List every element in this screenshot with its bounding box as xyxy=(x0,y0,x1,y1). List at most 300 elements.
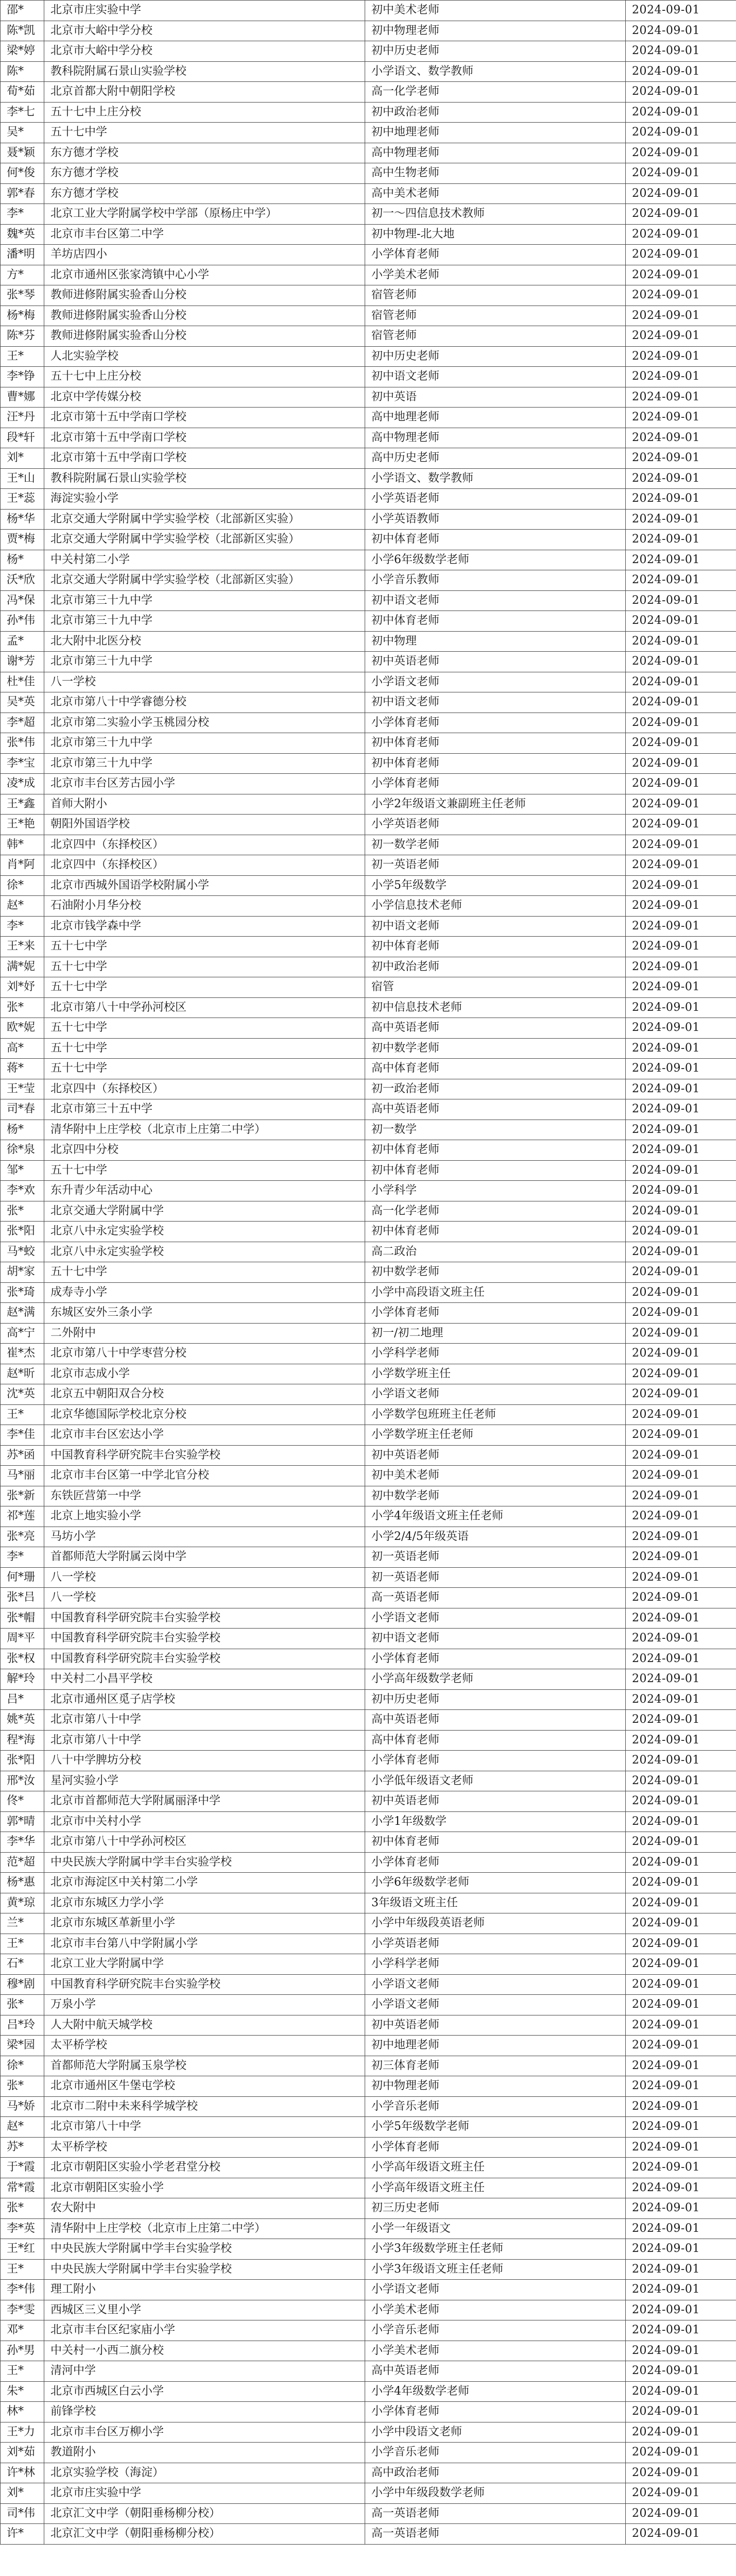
cell-date: 2024-09-01 xyxy=(626,1140,736,1161)
cell-date: 2024-09-01 xyxy=(626,2503,736,2524)
cell-school: 北京市第十五中学南口学校 xyxy=(44,448,365,469)
cell-school: 清华附中上庄学校（北京市上庄第二中学） xyxy=(44,1120,365,1140)
cell-position: 初三历史老师 xyxy=(365,2198,626,2219)
table-row xyxy=(1,489,736,510)
cell-date: 2024-09-01 xyxy=(626,1751,736,1771)
table-row xyxy=(1,1018,736,1039)
table-row xyxy=(1,815,736,835)
cell-name: 李*欢 xyxy=(1,1181,44,1201)
cell-position: 小学语文老师 xyxy=(365,1995,626,2015)
table-row xyxy=(1,1567,736,1588)
cell-date: 2024-09-01 xyxy=(626,82,736,103)
cell-name: 李*超 xyxy=(1,713,44,733)
table-row xyxy=(1,611,736,632)
cell-school: 五十七中学 xyxy=(44,1038,365,1059)
cell-position: 高中政治老师 xyxy=(365,2463,626,2483)
cell-date: 2024-09-01 xyxy=(626,2076,736,2097)
cell-name: 欧*妮 xyxy=(1,1018,44,1039)
cell-name: 张*帽 xyxy=(1,1608,44,1629)
cell-name: 苏*函 xyxy=(1,1445,44,1466)
cell-name: 李*铮 xyxy=(1,367,44,387)
cell-position: 小学5年级数学 xyxy=(365,875,626,896)
cell-school: 中关村第二小学 xyxy=(44,550,365,570)
cell-date: 2024-09-01 xyxy=(626,1669,736,1690)
cell-name: 马*丽 xyxy=(1,1466,44,1486)
cell-date: 2024-09-01 xyxy=(626,2096,736,2117)
cell-position: 小学语文、数学教师 xyxy=(365,61,626,82)
cell-school: 东方德才学校 xyxy=(44,163,365,184)
cell-position: 高一英语老师 xyxy=(365,1588,626,1608)
cell-position: 初中英语老师 xyxy=(365,1445,626,1466)
cell-date: 2024-09-01 xyxy=(626,265,736,285)
cell-position: 初一/初二地理 xyxy=(365,1323,626,1344)
table-row xyxy=(1,2320,736,2341)
cell-name: 孟* xyxy=(1,631,44,652)
cell-date: 2024-09-01 xyxy=(626,408,736,428)
cell-position: 初一英语老师 xyxy=(365,855,626,876)
cell-position: 小学美术老师 xyxy=(365,2341,626,2361)
cell-school: 东方德才学校 xyxy=(44,143,365,163)
cell-position: 高中体育老师 xyxy=(365,1730,626,1751)
cell-date: 2024-09-01 xyxy=(626,875,736,896)
cell-position: 小学体育老师 xyxy=(365,2137,626,2158)
cell-school: 东升青少年活动中心 xyxy=(44,1181,365,1201)
table-row xyxy=(1,1934,736,1954)
cell-name: 凌*成 xyxy=(1,774,44,794)
cell-position: 小学体育老师 xyxy=(365,1852,626,1873)
cell-position: 初中物理-北大地 xyxy=(365,224,626,245)
cell-position: 高一化学老师 xyxy=(365,1201,626,1222)
cell-position: 初中体育老师 xyxy=(365,1160,626,1181)
table-row xyxy=(1,1120,736,1140)
cell-name: 徐* xyxy=(1,875,44,896)
table-row xyxy=(1,1,736,21)
cell-name: 祁*莲 xyxy=(1,1506,44,1527)
cell-position: 高中英语老师 xyxy=(365,1710,626,1731)
table-row xyxy=(1,2076,736,2097)
cell-position: 小学体育老师 xyxy=(365,1751,626,1771)
cell-date: 2024-09-01 xyxy=(626,285,736,306)
cell-date: 2024-09-01 xyxy=(626,2117,736,2138)
cell-school: 五十七中学 xyxy=(44,1160,365,1181)
cell-name: 张* xyxy=(1,2198,44,2219)
cell-school: 北京市丰台区万柳小学 xyxy=(44,2422,365,2443)
table-row xyxy=(1,1303,736,1324)
cell-school: 西城区三义里小学 xyxy=(44,2300,365,2320)
cell-date: 2024-09-01 xyxy=(626,1873,736,1893)
cell-date: 2024-09-01 xyxy=(626,1506,736,1527)
cell-date: 2024-09-01 xyxy=(626,2015,736,2036)
cell-name: 刘* xyxy=(1,448,44,469)
cell-position: 小学5年级数学老师 xyxy=(365,2117,626,2138)
cell-position: 小学1年级数学 xyxy=(365,1811,626,1832)
table-row xyxy=(1,1099,736,1120)
cell-date: 2024-09-01 xyxy=(626,1791,736,1812)
cell-date: 2024-09-01 xyxy=(626,2218,736,2239)
cell-school: 五十七中学 xyxy=(44,1262,365,1283)
cell-name: 王*力 xyxy=(1,2422,44,2443)
cell-school: 清华附中上庄学校（北京市上庄第二中学） xyxy=(44,2218,365,2239)
table-row xyxy=(1,1364,736,1384)
cell-school: 北京市第十五中学南口学校 xyxy=(44,408,365,428)
table-row xyxy=(1,1262,736,1283)
cell-date: 2024-09-01 xyxy=(626,346,736,367)
cell-date: 2024-09-01 xyxy=(626,1038,736,1059)
cell-date: 2024-09-01 xyxy=(626,815,736,835)
cell-school: 五十七中学 xyxy=(44,977,365,998)
cell-school: 五十七中上庄分校 xyxy=(44,367,365,387)
cell-position: 初中美术老师 xyxy=(365,1466,626,1486)
cell-position: 小学2年级语文兼副班主任老师 xyxy=(365,794,626,815)
table-row xyxy=(1,102,736,123)
table-row xyxy=(1,265,736,285)
table-row xyxy=(1,346,736,367)
table-row xyxy=(1,2117,736,2138)
cell-school: 成寿寺小学 xyxy=(44,1282,365,1303)
cell-school: 中央民族大学附属中学丰台实验学校 xyxy=(44,2239,365,2260)
cell-date: 2024-09-01 xyxy=(626,1710,736,1731)
cell-name: 王*莹 xyxy=(1,1079,44,1099)
cell-position: 初中英语 xyxy=(365,387,626,408)
table-row xyxy=(1,204,736,225)
cell-position: 小学科学 xyxy=(365,1181,626,1201)
cell-school: 前锋学校 xyxy=(44,2402,365,2422)
table-row xyxy=(1,2381,736,2402)
cell-date: 2024-09-01 xyxy=(626,1303,736,1324)
cell-position: 小学体育老师 xyxy=(365,713,626,733)
cell-school: 八一学校 xyxy=(44,1567,365,1588)
cell-position: 小学2/4/5年级英语 xyxy=(365,1527,626,1547)
cell-date: 2024-09-01 xyxy=(626,611,736,632)
cell-school: 北京市海淀区中关村第二小学 xyxy=(44,1873,365,1893)
cell-position: 初一英语老师 xyxy=(365,1567,626,1588)
cell-name: 刘* xyxy=(1,2483,44,2504)
table-row xyxy=(1,163,736,184)
cell-school: 中央民族大学附属中学丰台实验学校 xyxy=(44,2259,365,2280)
table-row xyxy=(1,2443,736,2463)
cell-date: 2024-09-01 xyxy=(626,1893,736,1913)
cell-position: 初一数学 xyxy=(365,1120,626,1140)
cell-school: 五十七中学 xyxy=(44,957,365,977)
cell-date: 2024-09-01 xyxy=(626,1730,736,1751)
cell-school: 北京实验学校（海淀） xyxy=(44,2463,365,2483)
table-row xyxy=(1,1059,736,1079)
cell-position: 小学高年级数学老师 xyxy=(365,1669,626,1690)
cell-date: 2024-09-01 xyxy=(626,1811,736,1832)
cell-date: 2024-09-01 xyxy=(626,1629,736,1649)
cell-date: 2024-09-01 xyxy=(626,1466,736,1486)
cell-name: 高*宁 xyxy=(1,1323,44,1344)
cell-name: 王* xyxy=(1,1934,44,1954)
table-row xyxy=(1,1649,736,1669)
cell-position: 小学数学包班班主任老师 xyxy=(365,1404,626,1425)
cell-position: 初中物理老师 xyxy=(365,21,626,41)
cell-position: 小学4年级数学老师 xyxy=(365,2381,626,2402)
roster-body xyxy=(1,1,736,2545)
cell-school: 人北实验学校 xyxy=(44,346,365,367)
cell-school: 中国教育科学研究院丰台实验学校 xyxy=(44,1974,365,1995)
cell-date: 2024-09-01 xyxy=(626,672,736,692)
cell-position: 初中历史老师 xyxy=(365,41,626,62)
cell-name: 汪*丹 xyxy=(1,408,44,428)
cell-date: 2024-09-01 xyxy=(626,1425,736,1446)
table-row xyxy=(1,1384,736,1405)
cell-school: 中国教育科学研究院丰台实验学校 xyxy=(44,1649,365,1669)
table-row xyxy=(1,1873,736,1893)
cell-date: 2024-09-01 xyxy=(626,1588,736,1608)
cell-school: 清河中学 xyxy=(44,2361,365,2382)
cell-school: 北京市丰台区芳古园小学 xyxy=(44,774,365,794)
cell-date: 2024-09-01 xyxy=(626,1262,736,1283)
cell-school: 北京市丰台第八中学附属小学 xyxy=(44,1934,365,1954)
cell-date: 2024-09-01 xyxy=(626,957,736,977)
cell-position: 初中体育老师 xyxy=(365,611,626,632)
cell-name: 陈*凯 xyxy=(1,21,44,41)
cell-position: 高中英语老师 xyxy=(365,1018,626,1039)
cell-position: 初中数学老师 xyxy=(365,1262,626,1283)
table-row xyxy=(1,245,736,265)
cell-school: 教师进修附属实验香山分校 xyxy=(44,306,365,326)
table-row xyxy=(1,550,736,570)
cell-position: 高中体育老师 xyxy=(365,1059,626,1079)
cell-position: 小学语文老师 xyxy=(365,1974,626,1995)
table-row xyxy=(1,367,736,387)
cell-date: 2024-09-01 xyxy=(626,1059,736,1079)
cell-position: 3年级语文班主任 xyxy=(365,1893,626,1913)
cell-name: 杨* xyxy=(1,550,44,570)
cell-name: 王* xyxy=(1,346,44,367)
cell-position: 高中物理老师 xyxy=(365,428,626,448)
cell-name: 张*阳 xyxy=(1,1751,44,1771)
cell-position: 初中地理老师 xyxy=(365,123,626,143)
cell-date: 2024-09-01 xyxy=(626,326,736,347)
table-row xyxy=(1,2239,736,2260)
cell-position: 初中物理 xyxy=(365,631,626,652)
cell-date: 2024-09-01 xyxy=(626,2198,736,2219)
cell-name: 司*春 xyxy=(1,1099,44,1120)
cell-name: 马*蛟 xyxy=(1,1242,44,1262)
cell-date: 2024-09-01 xyxy=(626,1649,736,1669)
cell-date: 2024-09-01 xyxy=(626,2320,736,2341)
cell-date: 2024-09-01 xyxy=(626,896,736,917)
cell-date: 2024-09-01 xyxy=(626,2300,736,2320)
cell-name: 于*霞 xyxy=(1,2158,44,2178)
cell-name: 张*亮 xyxy=(1,1527,44,1547)
cell-position: 初中语文老师 xyxy=(365,367,626,387)
table-row xyxy=(1,977,736,998)
cell-school: 八一学校 xyxy=(44,672,365,692)
cell-school: 北京市志成小学 xyxy=(44,1364,365,1384)
cell-date: 2024-09-01 xyxy=(626,1913,736,1934)
table-row xyxy=(1,1181,736,1201)
cell-date: 2024-09-01 xyxy=(626,448,736,469)
table-row xyxy=(1,1629,736,1649)
cell-name: 肖*阿 xyxy=(1,855,44,876)
cell-position: 宿管老师 xyxy=(365,306,626,326)
table-row xyxy=(1,1486,736,1506)
cell-position: 初中地理老师 xyxy=(365,2036,626,2056)
cell-name: 杨*惠 xyxy=(1,1873,44,1893)
cell-school: 北京市丰台区第一中学北官分校 xyxy=(44,1466,365,1486)
table-row xyxy=(1,1282,736,1303)
cell-name: 王* xyxy=(1,2259,44,2280)
cell-school: 中关村二小昌平学校 xyxy=(44,1669,365,1690)
cell-date: 2024-09-01 xyxy=(626,1,736,21)
table-row xyxy=(1,326,736,347)
cell-position: 高一英语老师 xyxy=(365,2524,626,2545)
cell-school: 五十七中上庄分校 xyxy=(44,102,365,123)
cell-name: 苏* xyxy=(1,2137,44,2158)
table-row xyxy=(1,692,736,713)
cell-name: 魏*英 xyxy=(1,224,44,245)
cell-position: 小学一年级语文 xyxy=(365,2218,626,2239)
cell-date: 2024-09-01 xyxy=(626,1018,736,1039)
cell-school: 北京中学传媒分校 xyxy=(44,387,365,408)
table-row xyxy=(1,875,736,896)
cell-date: 2024-09-01 xyxy=(626,1771,736,1791)
cell-school: 马坊小学 xyxy=(44,1527,365,1547)
cell-date: 2024-09-01 xyxy=(626,652,736,672)
table-row xyxy=(1,1404,736,1425)
cell-name: 张*吕 xyxy=(1,1588,44,1608)
table-row xyxy=(1,2463,736,2483)
cell-date: 2024-09-01 xyxy=(626,1404,736,1425)
cell-position: 小学高年级语文班主任 xyxy=(365,2158,626,2178)
cell-name: 满*妮 xyxy=(1,957,44,977)
cell-school: 北大附中北医分校 xyxy=(44,631,365,652)
cell-school: 星河实验小学 xyxy=(44,1771,365,1791)
cell-date: 2024-09-01 xyxy=(626,468,736,489)
cell-school: 东铁匠营第一中学 xyxy=(44,1486,365,1506)
table-row xyxy=(1,1527,736,1547)
cell-date: 2024-09-01 xyxy=(626,1384,736,1405)
cell-name: 徐*泉 xyxy=(1,1140,44,1161)
cell-date: 2024-09-01 xyxy=(626,530,736,550)
cell-position: 小学音乐老师 xyxy=(365,2443,626,2463)
table-row xyxy=(1,916,736,937)
cell-name: 邹* xyxy=(1,1160,44,1181)
cell-position: 小学音乐教师 xyxy=(365,570,626,591)
cell-date: 2024-09-01 xyxy=(626,1852,736,1873)
cell-position: 初中语文老师 xyxy=(365,590,626,611)
cell-position: 小学数学班主任 xyxy=(365,1364,626,1384)
table-row xyxy=(1,1608,736,1629)
cell-name: 方* xyxy=(1,265,44,285)
cell-school: 中国教育科学研究院丰台实验学校 xyxy=(44,1445,365,1466)
cell-date: 2024-09-01 xyxy=(626,1567,736,1588)
cell-date: 2024-09-01 xyxy=(626,1344,736,1364)
cell-name: 吕*玲 xyxy=(1,2015,44,2036)
table-row xyxy=(1,652,736,672)
table-row xyxy=(1,2402,736,2422)
cell-school: 北京市大峪中学分校 xyxy=(44,41,365,62)
cell-date: 2024-09-01 xyxy=(626,2524,736,2545)
table-row xyxy=(1,82,736,103)
table-row xyxy=(1,1140,736,1161)
table-row xyxy=(1,1893,736,1913)
cell-position: 小学体育老师 xyxy=(365,245,626,265)
table-row xyxy=(1,1242,736,1262)
cell-name: 周*平 xyxy=(1,1629,44,1649)
table-row xyxy=(1,1710,736,1731)
cell-name: 李* xyxy=(1,1547,44,1568)
cell-date: 2024-09-01 xyxy=(626,61,736,82)
table-row xyxy=(1,2361,736,2382)
cell-date: 2024-09-01 xyxy=(626,41,736,62)
cell-school: 北京市东城区力学小学 xyxy=(44,1893,365,1913)
cell-name: 张*琴 xyxy=(1,285,44,306)
cell-school: 海淀实验小学 xyxy=(44,489,365,510)
cell-school: 北京工业大学附属学校中学部（原杨庄中学） xyxy=(44,204,365,225)
table-row xyxy=(1,957,736,977)
cell-position: 小学3年级数学班主任老师 xyxy=(365,2239,626,2260)
cell-name: 张* xyxy=(1,2076,44,2097)
cell-name: 石* xyxy=(1,1954,44,1975)
table-row xyxy=(1,937,736,957)
cell-position: 初三体育老师 xyxy=(365,2056,626,2076)
cell-position: 高中英语老师 xyxy=(365,1099,626,1120)
cell-date: 2024-09-01 xyxy=(626,1181,736,1201)
cell-position: 高中英语老师 xyxy=(365,2361,626,2382)
cell-position: 宿管 xyxy=(365,977,626,998)
cell-school: 朝阳外国语学校 xyxy=(44,815,365,835)
cell-position: 小学语文老师 xyxy=(365,2280,626,2300)
cell-position: 小学中段语文老师 xyxy=(365,2422,626,2443)
cell-name: 高* xyxy=(1,1038,44,1059)
cell-school: 教道附小 xyxy=(44,2443,365,2463)
cell-date: 2024-09-01 xyxy=(626,2280,736,2300)
cell-date: 2024-09-01 xyxy=(626,590,736,611)
cell-date: 2024-09-01 xyxy=(626,1832,736,1853)
cell-name: 张* xyxy=(1,997,44,1018)
cell-school: 北京四中分校 xyxy=(44,1140,365,1161)
cell-name: 潘*明 xyxy=(1,245,44,265)
cell-date: 2024-09-01 xyxy=(626,713,736,733)
cell-position: 小学数学班主任老师 xyxy=(365,1425,626,1446)
cell-date: 2024-09-01 xyxy=(626,977,736,998)
cell-school: 中国教育科学研究院丰台实验学校 xyxy=(44,1608,365,1629)
table-row xyxy=(1,509,736,530)
cell-name: 林* xyxy=(1,2402,44,2422)
cell-position: 初中语文老师 xyxy=(365,916,626,937)
cell-name: 邓* xyxy=(1,2320,44,2341)
cell-school: 北京市第八十中学孙河校区 xyxy=(44,997,365,1018)
cell-date: 2024-09-01 xyxy=(626,2239,736,2260)
table-row xyxy=(1,224,736,245)
cell-name: 王*艳 xyxy=(1,815,44,835)
cell-school: 教科院附属石景山实验学校 xyxy=(44,61,365,82)
cell-name: 杜*佳 xyxy=(1,672,44,692)
cell-name: 孙*男 xyxy=(1,2341,44,2361)
cell-position: 小学美术老师 xyxy=(365,265,626,285)
cell-school: 北京市钱学森中学 xyxy=(44,916,365,937)
cell-date: 2024-09-01 xyxy=(626,204,736,225)
cell-name: 崔*杰 xyxy=(1,1344,44,1364)
table-row xyxy=(1,590,736,611)
table-row xyxy=(1,2198,736,2219)
cell-date: 2024-09-01 xyxy=(626,1323,736,1344)
cell-school: 北京八中永定实验学校 xyxy=(44,1222,365,1242)
cell-position: 初中英语老师 xyxy=(365,2015,626,2036)
cell-name: 王*来 xyxy=(1,937,44,957)
cell-position: 小学高年级语文班主任 xyxy=(365,2178,626,2198)
cell-name: 李*佳 xyxy=(1,1425,44,1446)
cell-name: 马*娇 xyxy=(1,2096,44,2117)
cell-name: 李* xyxy=(1,204,44,225)
cell-position: 初中物理老师 xyxy=(365,2076,626,2097)
table-row xyxy=(1,570,736,591)
cell-date: 2024-09-01 xyxy=(626,2158,736,2178)
